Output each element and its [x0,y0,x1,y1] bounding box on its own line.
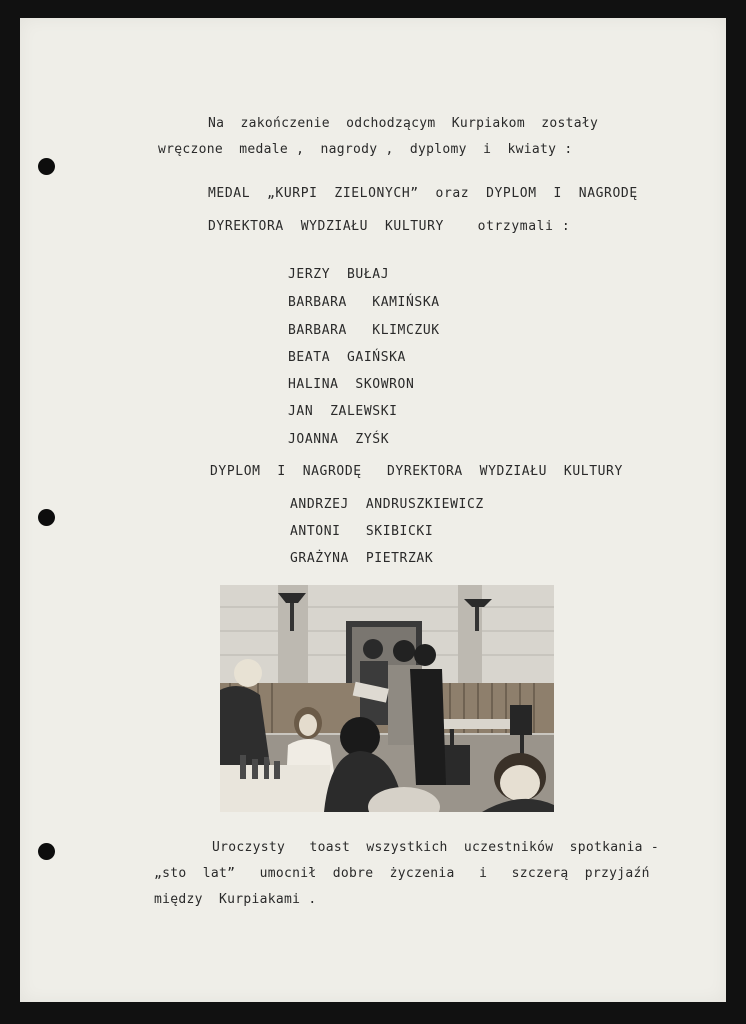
recipient-name: BEATA GAIŃSKA [288,350,406,365]
punch-hole-bottom [38,843,55,860]
intro-line-2: wręczone medale , nagrody , dyplomy i kwiaty : [158,142,573,157]
caption-line-1: Uroczysty toast wszystkich uczestników spotkania - [212,840,659,855]
caption-line-2: „sto lat” umocnił dobre życzenia i szczerą przyjaźń [154,866,650,881]
recipient-name: JOANNA ZYŚK [288,432,390,447]
recipient-name: ANTONI SKIBICKI [290,524,434,539]
award1-heading-line-2: DYREKTORA WYDZIAŁU KULTURY otrzymali : [208,219,571,234]
recipient-name: JERZY BUŁAJ [288,267,390,282]
recipient-name: HALINA SKOWRON [288,377,415,392]
punch-hole-middle [38,509,55,526]
award1-heading-line-1: MEDAL „KURPI ZIELONYCH” oraz DYPLOM I NAGRODĘ [208,186,638,201]
award2-heading: DYPLOM I NAGRODĘ DYREKTORA WYDZIAŁU KULTURY [210,464,623,479]
punch-hole-top [38,158,55,175]
recipient-name: ANDRZEJ ANDRUSZKIEWICZ [290,497,484,512]
recipient-name: BARBARA KAMIŃSKA [288,295,440,310]
intro-line-1: Na zakończenie odchodzącym Kurpiakom zostały [208,116,599,131]
recipient-name: BARBARA KLIMCZUK [288,323,440,338]
event-photograph [220,585,554,812]
recipient-name: GRAŻYNA PIETRZAK [290,551,434,566]
recipient-name: JAN ZALEWSKI [288,404,398,419]
caption-line-3: między Kurpiakami . [154,892,317,907]
